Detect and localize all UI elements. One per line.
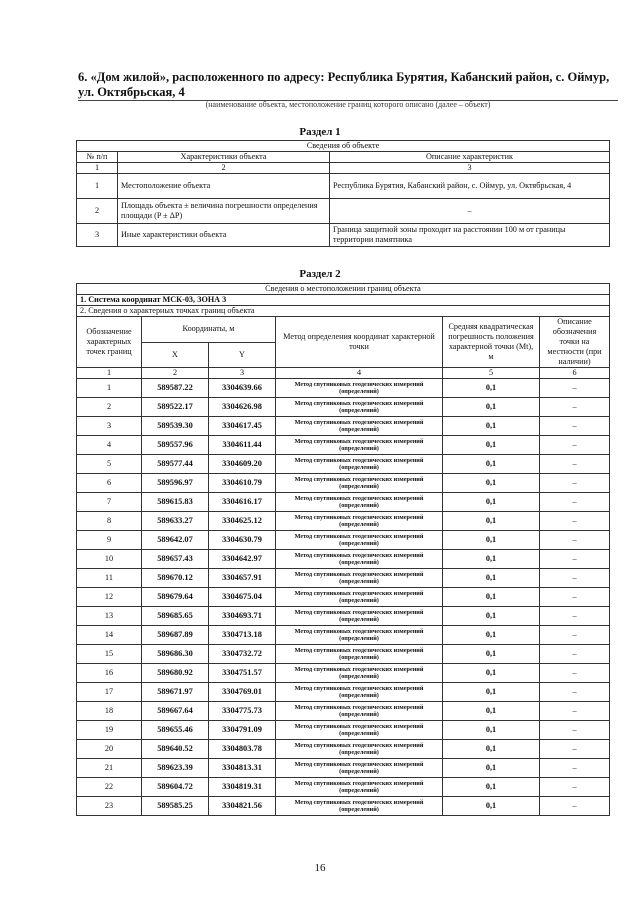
point-description: – xyxy=(540,531,610,550)
accuracy-cell: 0,1 xyxy=(443,626,540,645)
point-number: 5 xyxy=(77,455,142,474)
row-name: Площадь объекта ± величина погрешности определения площади (P ± ΔP) xyxy=(118,199,330,224)
table-row xyxy=(77,626,610,645)
table-row xyxy=(77,607,610,626)
y-coordinate: 3304791.09 xyxy=(209,721,276,740)
table-row xyxy=(77,759,610,778)
table-row xyxy=(77,588,610,607)
point-description: – xyxy=(540,569,610,588)
method-cell: Метод спутниковых геодезических измерений (определений) xyxy=(276,398,443,417)
row-num: 2 xyxy=(77,199,118,224)
point-number: 14 xyxy=(77,626,142,645)
accuracy-cell: 0,1 xyxy=(443,645,540,664)
point-number: 11 xyxy=(77,569,142,588)
method-cell: Метод спутниковых геодезических измерений (определений) xyxy=(276,664,443,683)
point-number: 12 xyxy=(77,588,142,607)
point-description: – xyxy=(540,493,610,512)
table-row xyxy=(77,199,610,224)
method-cell: Метод спутниковых геодезических измерений (определений) xyxy=(276,417,443,436)
method-cell: Метод спутниковых геодезических измерений (определений) xyxy=(276,550,443,569)
table-row xyxy=(77,512,610,531)
point-number: 6 xyxy=(77,474,142,493)
method-cell: Метод спутниковых геодезических измерений (определений) xyxy=(276,645,443,664)
page-number: 16 xyxy=(314,862,326,874)
table-row xyxy=(77,379,610,398)
method-cell: Метод спутниковых геодезических измерений (определений) xyxy=(276,379,443,398)
x-coordinate: 589686.30 xyxy=(142,645,209,664)
table-row xyxy=(77,550,610,569)
method-cell: Метод спутниковых геодезических измерений (определений) xyxy=(276,702,443,721)
accuracy-cell: 0,1 xyxy=(443,778,540,797)
point-description: – xyxy=(540,626,610,645)
numbering-cell: 1 xyxy=(77,163,118,174)
x-coordinate: 589657.43 xyxy=(142,550,209,569)
point-description: – xyxy=(540,474,610,493)
point-number: 3 xyxy=(77,417,142,436)
point-description: – xyxy=(540,797,610,816)
row-num: 1 xyxy=(77,174,118,199)
method-cell: Метод спутниковых геодезических измерений (определений) xyxy=(276,455,443,474)
header-method: Метод определения координат характерной точки xyxy=(276,317,443,368)
accuracy-cell: 0,1 xyxy=(443,474,540,493)
y-coordinate: 3304713.18 xyxy=(209,626,276,645)
table-row xyxy=(77,174,610,199)
x-coordinate: 589557.96 xyxy=(142,436,209,455)
x-coordinate: 589633.27 xyxy=(142,512,209,531)
accuracy-cell: 0,1 xyxy=(443,702,540,721)
coord-system: 1. Система координат МСК-03, ЗОНА 3 xyxy=(77,295,610,306)
point-number: 4 xyxy=(77,436,142,455)
point-description: – xyxy=(540,759,610,778)
point-description: – xyxy=(540,588,610,607)
y-coordinate: 3304630.79 xyxy=(209,531,276,550)
point-number: 13 xyxy=(77,607,142,626)
accuracy-cell: 0,1 xyxy=(443,550,540,569)
point-description: – xyxy=(540,512,610,531)
accuracy-cell: 0,1 xyxy=(443,417,540,436)
y-coordinate: 3304769.01 xyxy=(209,683,276,702)
point-number: 21 xyxy=(77,759,142,778)
numbering-cell: 2 xyxy=(118,163,330,174)
method-cell: Метод спутниковых геодезических измерений (определений) xyxy=(276,759,443,778)
point-description: – xyxy=(540,398,610,417)
numbering-cell: 3 xyxy=(330,163,610,174)
method-cell: Метод спутниковых геодезических измерений (определений) xyxy=(276,607,443,626)
point-number: 18 xyxy=(77,702,142,721)
header-y: Y xyxy=(209,342,276,368)
x-coordinate: 589596.97 xyxy=(142,474,209,493)
x-coordinate: 589670.12 xyxy=(142,569,209,588)
row-value: – xyxy=(330,199,610,224)
y-coordinate: 3304813.31 xyxy=(209,759,276,778)
numbering-cell: 6 xyxy=(540,368,610,379)
method-cell: Метод спутниковых геодезических измерений (определений) xyxy=(276,797,443,816)
section1-caption: Сведения об объекте xyxy=(77,141,610,152)
header-point-description: Описание обозначения точки на местности (при наличии) xyxy=(540,317,610,368)
accuracy-cell: 0,1 xyxy=(443,531,540,550)
x-coordinate: 589687.89 xyxy=(142,626,209,645)
numbering-cell: 1 xyxy=(77,368,142,379)
heading-note: (наименование объекта, местоположение границ которого описано (далее – объект) xyxy=(205,100,491,109)
accuracy-cell: 0,1 xyxy=(443,398,540,417)
method-cell: Метод спутниковых геодезических измерений (определений) xyxy=(276,740,443,759)
numbering-cell: 2 xyxy=(142,368,209,379)
point-description: – xyxy=(540,436,610,455)
section2-caption: Сведения о местоположении границ объекта xyxy=(77,284,610,295)
y-coordinate: 3304657.91 xyxy=(209,569,276,588)
y-coordinate: 3304775.73 xyxy=(209,702,276,721)
point-description: – xyxy=(540,645,610,664)
x-coordinate: 589522.17 xyxy=(142,398,209,417)
x-coordinate: 589615.83 xyxy=(142,493,209,512)
accuracy-cell: 0,1 xyxy=(443,493,540,512)
point-description: – xyxy=(540,683,610,702)
y-coordinate: 3304639.66 xyxy=(209,379,276,398)
y-coordinate: 3304732.72 xyxy=(209,645,276,664)
point-number: 20 xyxy=(77,740,142,759)
table-row xyxy=(77,797,610,816)
accuracy-cell: 0,1 xyxy=(443,588,540,607)
point-number: 15 xyxy=(77,645,142,664)
header-characteristics: Характеристики объекта xyxy=(118,152,330,163)
y-coordinate: 3304751.57 xyxy=(209,664,276,683)
x-coordinate: 589587.22 xyxy=(142,379,209,398)
table-row xyxy=(77,683,610,702)
table-row xyxy=(77,417,610,436)
table-row xyxy=(77,721,610,740)
header-point: Обозначение характерных точек границ xyxy=(77,317,142,368)
y-coordinate: 3304675.04 xyxy=(209,588,276,607)
x-coordinate: 589685.65 xyxy=(142,607,209,626)
y-coordinate: 3304616.17 xyxy=(209,493,276,512)
point-number: 2 xyxy=(77,398,142,417)
row-name: Иные характеристики объекта xyxy=(118,224,330,247)
header-coords: Координаты, м xyxy=(142,317,276,343)
y-coordinate: 3304610.79 xyxy=(209,474,276,493)
point-description: – xyxy=(540,607,610,626)
point-description: – xyxy=(540,417,610,436)
point-description: – xyxy=(540,778,610,797)
table-row xyxy=(77,531,610,550)
section2-title: Раздел 2 xyxy=(299,268,341,280)
x-coordinate: 589655.46 xyxy=(142,721,209,740)
method-cell: Метод спутниковых геодезических измерений (определений) xyxy=(276,626,443,645)
row-value: Граница защитной зоны проходит на расстоянии 100 м от границы территории памятника xyxy=(330,224,610,247)
y-coordinate: 3304625.12 xyxy=(209,512,276,531)
point-description: – xyxy=(540,379,610,398)
accuracy-cell: 0,1 xyxy=(443,569,540,588)
x-coordinate: 589667.64 xyxy=(142,702,209,721)
point-number: 22 xyxy=(77,778,142,797)
object-heading: 6. «Дом жилой», расположенного по адресу: Республика Бурятия, Кабанский район, с. Оймур, ул. Октябрьская, 4 xyxy=(78,70,610,99)
accuracy-cell: 0,1 xyxy=(443,759,540,778)
table-row xyxy=(77,455,610,474)
row-name: Местоположение объекта xyxy=(118,174,330,199)
row-num: 3 xyxy=(77,224,118,247)
header-num: № п/п xyxy=(77,152,118,163)
points-caption: 2. Сведения о характерных точках границ объекта xyxy=(77,306,610,317)
method-cell: Метод спутниковых геодезических измерений (определений) xyxy=(276,493,443,512)
x-coordinate: 589539.30 xyxy=(142,417,209,436)
method-cell: Метод спутниковых геодезических измерений (определений) xyxy=(276,721,443,740)
x-coordinate: 589679.64 xyxy=(142,588,209,607)
row-value: Республика Бурятия, Кабанский район, с. Оймур, ул. Октябрьская, 4 xyxy=(330,174,610,199)
header-x: X xyxy=(142,342,209,368)
numbering-cell: 4 xyxy=(276,368,443,379)
x-coordinate: 589642.07 xyxy=(142,531,209,550)
y-coordinate: 3304821.56 xyxy=(209,797,276,816)
method-cell: Метод спутниковых геодезических измерений (определений) xyxy=(276,512,443,531)
numbering-cell: 5 xyxy=(443,368,540,379)
table-row xyxy=(77,493,610,512)
x-coordinate: 589585.25 xyxy=(142,797,209,816)
table-row xyxy=(77,436,610,455)
table-row xyxy=(77,778,610,797)
point-number: 19 xyxy=(77,721,142,740)
accuracy-cell: 0,1 xyxy=(443,664,540,683)
point-number: 9 xyxy=(77,531,142,550)
y-coordinate: 3304626.98 xyxy=(209,398,276,417)
accuracy-cell: 0,1 xyxy=(443,379,540,398)
point-description: – xyxy=(540,455,610,474)
point-number: 17 xyxy=(77,683,142,702)
section2-table xyxy=(76,283,610,816)
method-cell: Метод спутниковых геодезических измерений (определений) xyxy=(276,778,443,797)
table-row xyxy=(77,740,610,759)
accuracy-cell: 0,1 xyxy=(443,721,540,740)
point-description: – xyxy=(540,721,610,740)
y-coordinate: 3304693.71 xyxy=(209,607,276,626)
x-coordinate: 589577.44 xyxy=(142,455,209,474)
accuracy-cell: 0,1 xyxy=(443,683,540,702)
points-body xyxy=(77,379,610,816)
table-row xyxy=(77,569,610,588)
header-description: Описание характеристик xyxy=(330,152,610,163)
table-row xyxy=(77,474,610,493)
point-number: 1 xyxy=(77,379,142,398)
x-coordinate: 589640.52 xyxy=(142,740,209,759)
accuracy-cell: 0,1 xyxy=(443,740,540,759)
y-coordinate: 3304609.20 xyxy=(209,455,276,474)
accuracy-cell: 0,1 xyxy=(443,512,540,531)
accuracy-cell: 0,1 xyxy=(443,455,540,474)
accuracy-cell: 0,1 xyxy=(443,607,540,626)
x-coordinate: 589680.92 xyxy=(142,664,209,683)
point-number: 10 xyxy=(77,550,142,569)
accuracy-cell: 0,1 xyxy=(443,436,540,455)
accuracy-cell: 0,1 xyxy=(443,797,540,816)
y-coordinate: 3304803.78 xyxy=(209,740,276,759)
y-coordinate: 3304617.45 xyxy=(209,417,276,436)
method-cell: Метод спутниковых геодезических измерений (определений) xyxy=(276,588,443,607)
point-description: – xyxy=(540,664,610,683)
point-number: 8 xyxy=(77,512,142,531)
table-row xyxy=(77,664,610,683)
numbering-cell: 3 xyxy=(209,368,276,379)
x-coordinate: 589671.97 xyxy=(142,683,209,702)
point-number: 23 xyxy=(77,797,142,816)
point-description: – xyxy=(540,550,610,569)
method-cell: Метод спутниковых геодезических измерений (определений) xyxy=(276,683,443,702)
section1-title: Раздел 1 xyxy=(299,126,341,138)
method-cell: Метод спутниковых геодезических измерений (определений) xyxy=(276,531,443,550)
point-number: 7 xyxy=(77,493,142,512)
x-coordinate: 589623.39 xyxy=(142,759,209,778)
point-number: 16 xyxy=(77,664,142,683)
section1-table xyxy=(76,140,610,247)
y-coordinate: 3304819.31 xyxy=(209,778,276,797)
point-description: – xyxy=(540,740,610,759)
method-cell: Метод спутниковых геодезических измерений (определений) xyxy=(276,474,443,493)
x-coordinate: 589604.72 xyxy=(142,778,209,797)
method-cell: Метод спутниковых геодезических измерений (определений) xyxy=(276,436,443,455)
y-coordinate: 3304642.97 xyxy=(209,550,276,569)
table-row xyxy=(77,702,610,721)
table-row xyxy=(77,224,610,247)
y-coordinate: 3304611.44 xyxy=(209,436,276,455)
table-row xyxy=(77,645,610,664)
table-row xyxy=(77,398,610,417)
header-accuracy: Средняя квадратическая погрешность положения характерной точки (Mt), м xyxy=(443,317,540,368)
method-cell: Метод спутниковых геодезических измерений (определений) xyxy=(276,569,443,588)
point-description: – xyxy=(540,702,610,721)
